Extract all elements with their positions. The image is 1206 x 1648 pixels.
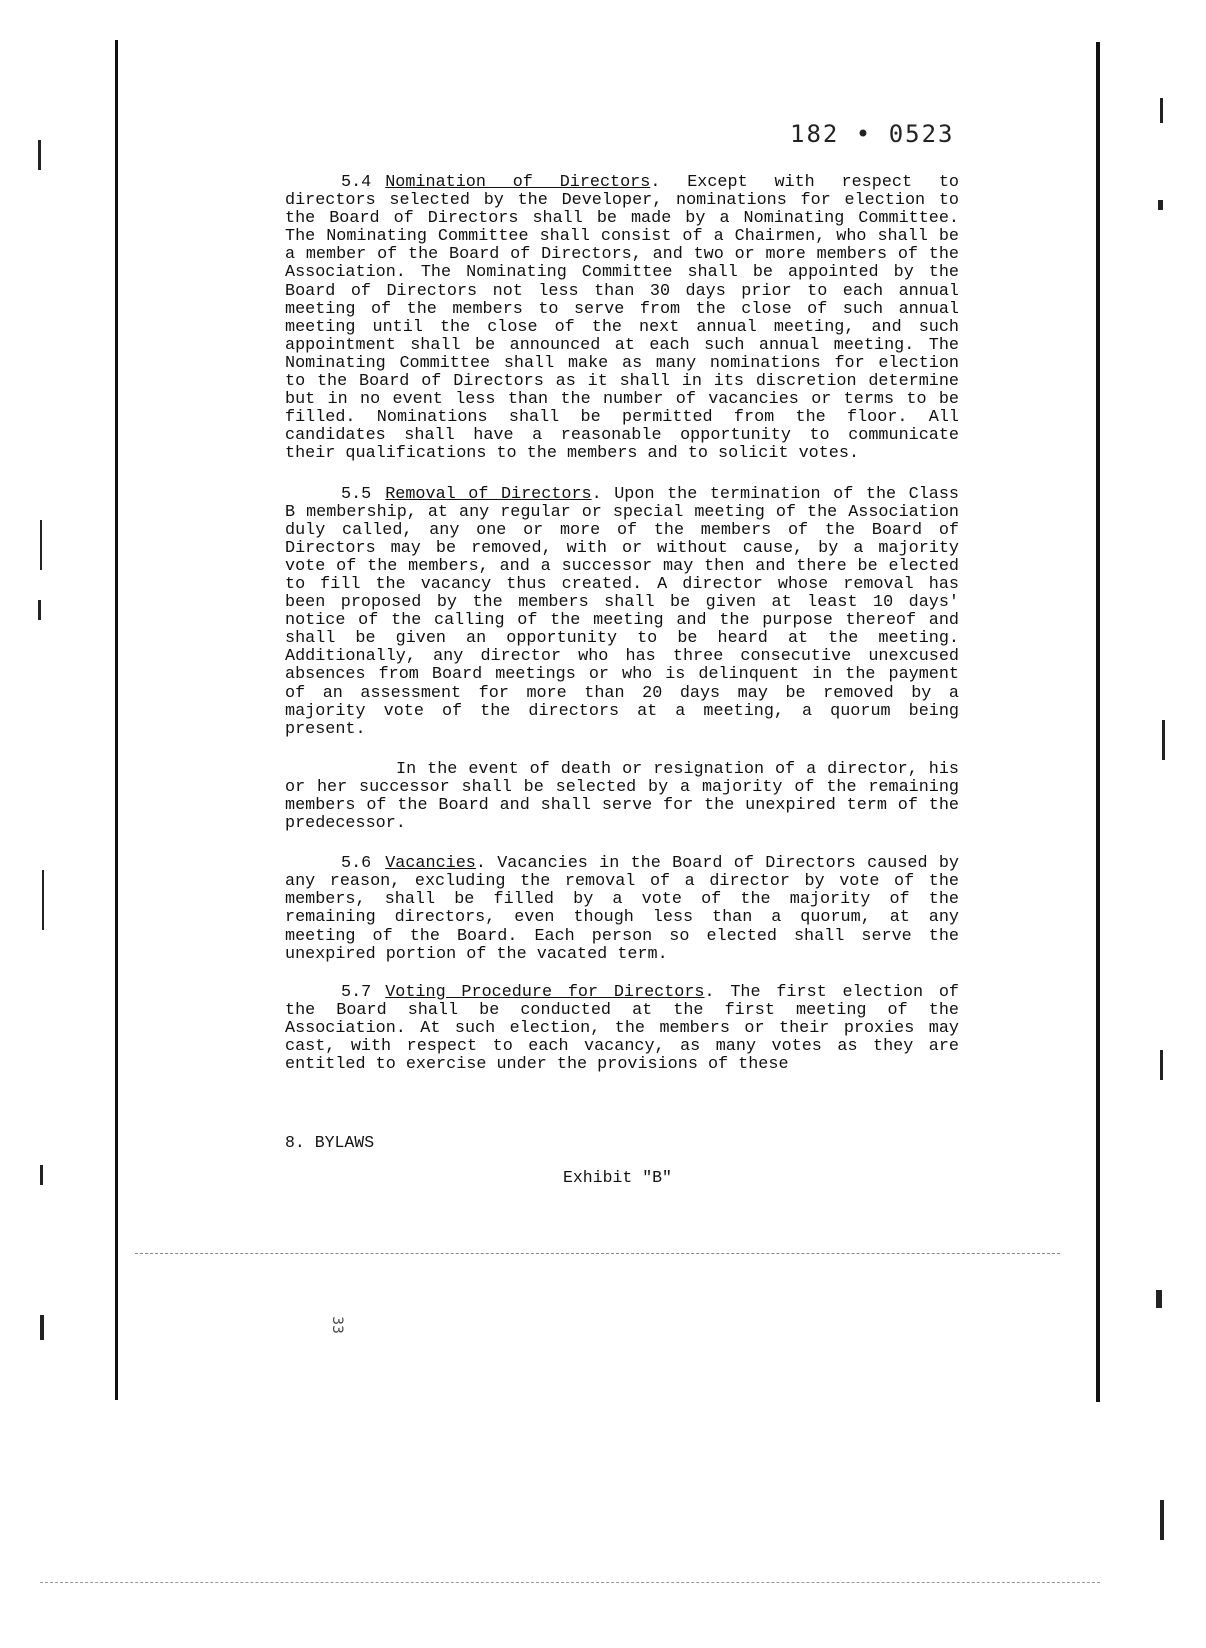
section-5-5 xyxy=(285,486,959,739)
section-heading: Vacancies xyxy=(385,854,476,874)
scan-bottom-edge xyxy=(40,1582,1100,1583)
section-5-5-continuation xyxy=(285,761,959,833)
section-text: . Except with respect to directors selected by the Developer, nominations for election to the Board of Directors shall be made by a Nominating Committee. The Nominating Committee shall consist of a Chairmen, who shall be a member of the Board of Directors, and two or more members of the Association. The Nominating Committee shall be appointed by the Board of Directors not less than 30 days prior to each annual meeting of the members to serve from the close of such annual meeting until the close of the next annual meeting, and such appointment shall be announced at each such annual meeting. The Nominating Committee shall make as many nominations for election to the Board of Directors as it shall in its discretion determine but in no event less than the number of vacancies or terms to be filled. Nominations shall be permitted from the floor. All candidates shall have a reasonable opportunity to communicate their qualifications to the members and to solicit votes. xyxy=(285,173,959,464)
section-number: 5.6 xyxy=(341,854,372,874)
exhibit-label: Exhibit "B" xyxy=(563,1168,672,1187)
page-bottom-edge xyxy=(135,1253,1060,1254)
section-5-6 xyxy=(285,855,959,964)
paragraph-text: In the event of death or resignation of a director, his or her successor shall be selected by a majority of the remaining members of the Board and shall serve for the unexpired term of the predecessor. xyxy=(285,759,959,834)
left-page-edge xyxy=(115,40,118,1400)
section-text: . Vacancies in the Board of Directors caused by any reason, excluding the removal of a director by vote of the members, shall be filled by a vote of the majority of the remaining directors, even though less than a quorum, at any meeting of the Board. Each person so elected shall serve the unexpired portion of the vacated term. xyxy=(285,854,959,964)
section-heading: Nomination of Directors xyxy=(385,173,651,192)
stamp-mark: 33 xyxy=(328,1316,345,1334)
section-5-4 xyxy=(285,174,959,464)
section-heading: Voting Procedure for Directors xyxy=(385,982,705,1002)
section-number: 5.7 xyxy=(341,982,372,1002)
right-page-edge xyxy=(1096,42,1100,1402)
document-label: 8. BYLAWS xyxy=(285,1133,375,1152)
section-5-7 xyxy=(285,984,959,1074)
section-text: . Upon the termination of the Class B membership, at any regular or special meeting of the Association duly called, any one or more of the members of the Board of Directors may be removed, with or without cause, by a majority vote of the members, and a successor may then and there be elected to fill the vacancy thus created. A director whose removal has been proposed by the members shall be given at least 10 days' notice of the calling of the meeting and the purpose thereof and shall be given an opportunity to be heard at the meeting. Additionally, any director who has three consecutive unexcused absences from Board meetings or who is delinquent in the payment of an assessment for more than 20 days may be removed by a majority vote of the directors at a meeting, a quorum being present. xyxy=(285,484,959,739)
section-heading: Removal of Directors xyxy=(385,484,592,504)
section-text: . The first election of the Board shall be conducted at the first meeting of the Association. At such election, the members or their proxies may cast, with respect to each vacancy, as many votes as they are entitled to exercise under the provisions of these xyxy=(285,982,959,1075)
document-body xyxy=(285,174,959,1092)
section-number: 5.4 xyxy=(341,173,372,192)
page-number: 182 • 0523 xyxy=(790,120,955,148)
section-number: 5.5 xyxy=(341,484,372,504)
